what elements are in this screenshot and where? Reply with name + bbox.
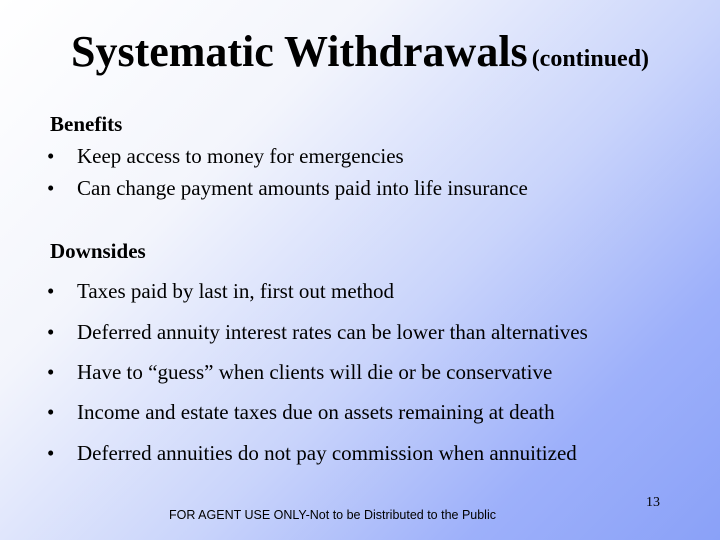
downside-item-text: Deferred annuity interest rates can be lower than alternatives [77,320,588,344]
slide-title-main: Systematic Withdrawals [70,27,528,76]
benefit-item-text: Keep access to money for emergencies [77,144,404,168]
downsides-heading: Downsides [50,239,146,263]
downside-item-text: Have to “guess” when clients will die or be conservative [77,360,553,384]
slide-title [0,26,720,77]
downside-item [47,441,577,466]
bullet-icon: • [47,176,55,200]
downside-item-text: Income and estate taxes due on assets remaining at death [77,400,555,424]
downside-item-text: Deferred annuities do not pay commission when annuitized [77,441,577,465]
bullet-icon: • [47,279,55,303]
downside-item [47,360,552,385]
bullet-icon: • [47,144,55,168]
benefit-item [47,176,528,201]
benefit-item [47,144,404,169]
downside-item [47,320,588,345]
bullet-icon: • [47,441,55,465]
downside-item [47,400,555,425]
bullet-icon: • [47,400,55,424]
downside-item-text: Taxes paid by last in, first out method [77,279,394,303]
page-number: 13 [646,495,660,510]
footer-disclaimer: FOR AGENT USE ONLY-Not to be Distributed to the Public [169,508,496,522]
benefits-heading: Benefits [50,112,123,136]
bullet-icon: • [47,320,55,344]
slide-title-sub: (continued) [531,46,650,72]
benefit-item-text: Can change payment amounts paid into life insurance [77,176,528,200]
downside-item [47,279,394,304]
bullet-icon: • [47,360,55,384]
